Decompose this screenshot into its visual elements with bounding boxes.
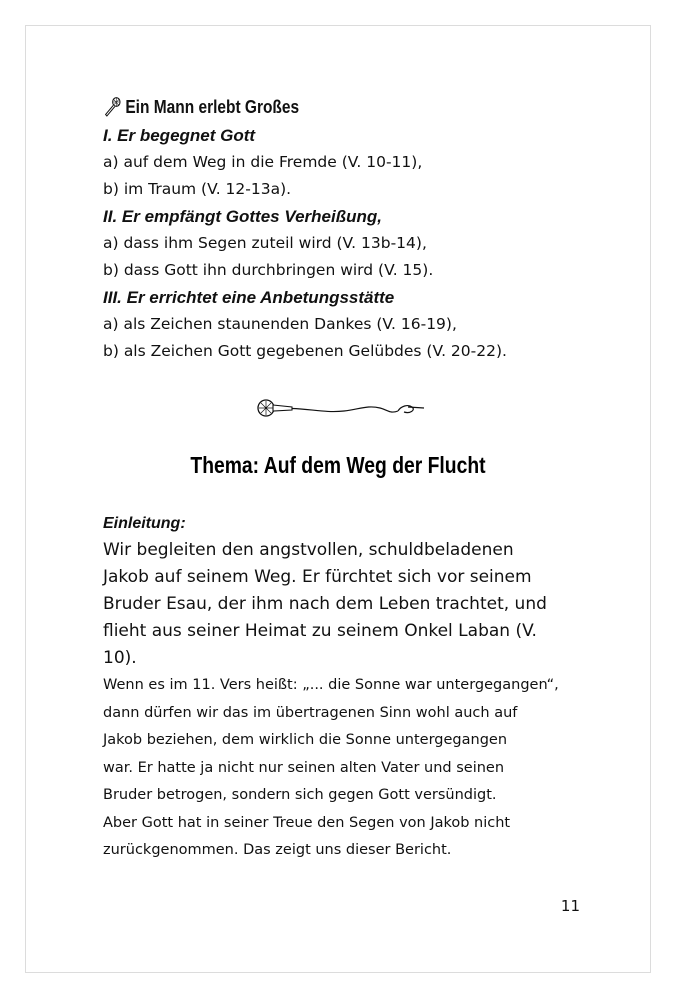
- point-item: b) als Zeichen Gott gegebenen Gelübdes (V. 20-22).: [103, 342, 507, 360]
- body-line: Aber Gott hat in seiner Treue den Segen von Jakob nicht: [103, 814, 511, 831]
- intro-line: Wir begleiten den angstvollen, schuldbeladenen: [103, 540, 514, 560]
- page-number: 11: [560, 897, 580, 915]
- body-line: Bruder betrogen, sondern sich gegen Gott versündigt.: [103, 787, 497, 803]
- intro-line: Bruder Esau, der ihm nach dem Leben trachtet, und: [103, 594, 547, 614]
- microphone-icon: [103, 96, 122, 118]
- body-line: Jakob beziehen, dem wirklich die Sonne untergegangen: [103, 732, 508, 748]
- point-item: a) dass ihm Segen zuteil wird (V. 13b-14),: [103, 234, 427, 252]
- point-item: b) dass Gott ihn durchbringen wird (V. 15).: [103, 261, 434, 279]
- point-heading: III. Er errichtet eine Anbetungsstätte: [103, 288, 395, 307]
- point-heading: II. Er empfängt Gottes Verheißung,: [103, 207, 382, 226]
- microphone-cable-icon: [256, 396, 426, 422]
- point-item: b) im Traum (V. 12-13a).: [103, 180, 292, 198]
- body-line: zurückgenommen. Das zeigt uns dieser Bericht.: [103, 842, 452, 858]
- point-item: a) als Zeichen staunenden Dankes (V. 16-19),: [103, 315, 457, 333]
- sermon-outline: [103, 92, 553, 365]
- point-item: a) auf dem Weg in die Fremde (V. 10-11),: [103, 153, 423, 171]
- intro-line: Jakob auf seinem Weg. Er fürchtet sich vor seinem: [103, 567, 532, 587]
- body-line: dann dürfen wir das im übertragenen Sinn wohl auch auf: [103, 704, 518, 721]
- intro-line: 10).: [103, 648, 137, 668]
- intro-label: Einleitung:: [103, 515, 186, 532]
- sermon-heading: [103, 92, 490, 122]
- thema-title: Thema: Auf dem Weg der Flucht: [190, 452, 486, 478]
- sermon-heading-text: Ein Mann erlebt Großes: [125, 96, 300, 117]
- intro-line: flieht aus seiner Heimat zu seinem Onkel Laban (V.: [103, 621, 537, 641]
- point-heading: I. Er begegnet Gott: [103, 126, 256, 145]
- body-line: Wenn es im 11. Vers heißt: „... die Sonne war untergegangen“,: [103, 677, 559, 693]
- body-line: war. Er hatte ja nicht nur seinen alten Vater und seinen: [103, 759, 505, 776]
- introduction: [103, 512, 577, 865]
